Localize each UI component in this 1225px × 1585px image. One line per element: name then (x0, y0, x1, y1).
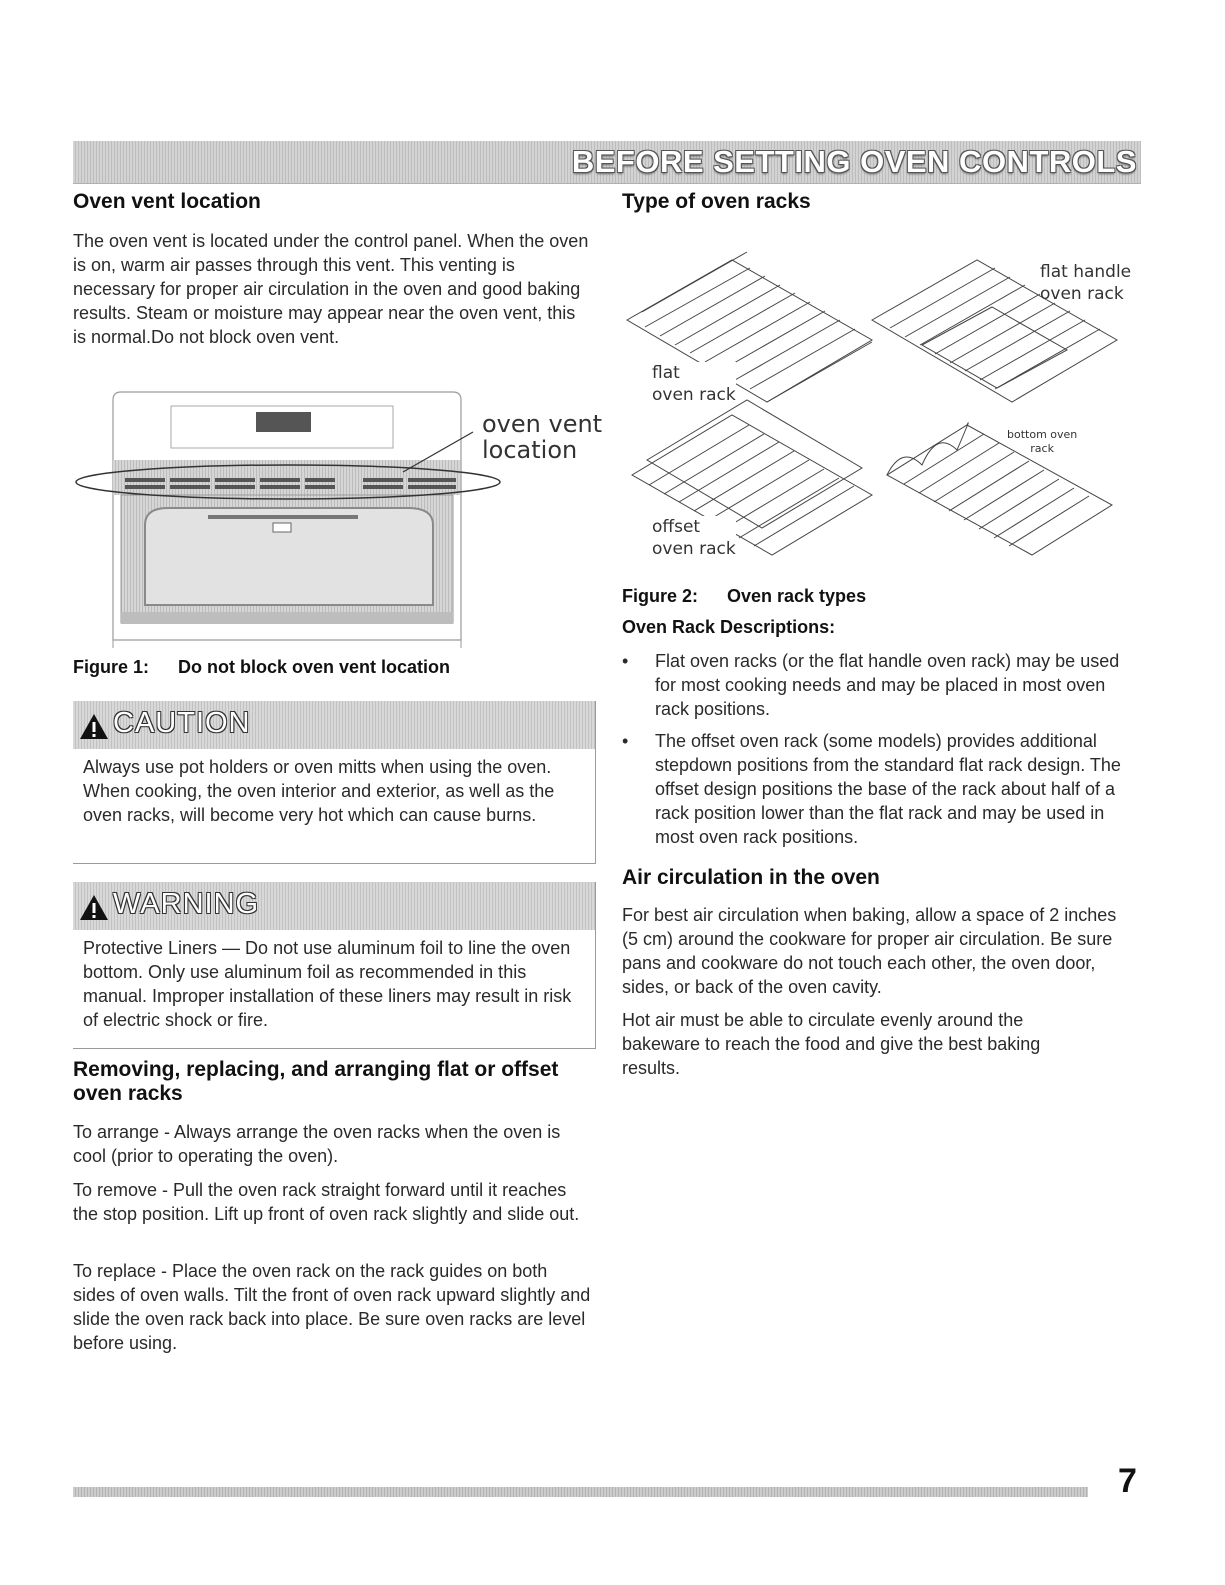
offset-rack-label-line1: offset (652, 517, 701, 537)
racks-arranging-heading: Removing, replacing, and arranging flat or offset oven racks (73, 1058, 559, 1105)
bullet-symbol: • (622, 651, 629, 671)
flat-rack-label (652, 362, 736, 406)
air-circulation-paragraph-1: For best air circulation when baking, allow a space of 2 inches (5 cm) around the cookware for proper air circulation. Be sure pans and cookware do not touch each other, the oven door, sides, or back of the oven cavity. (622, 905, 1117, 997)
racks-replace-paragraph: To replace - Place the oven rack on the rack guides on both sides of oven walls. Tilt the front of oven rack upward slightly and slide the oven rack back into place. Be sure oven racks are level before using. (73, 1261, 591, 1353)
section-header-banner (73, 141, 1141, 184)
racks-arrange-paragraph: To arrange - Always arrange the oven racks when the oven is cool (prior to operating the oven). (73, 1122, 561, 1166)
caution-text: Always use pot holders or oven mitts when using the oven. When cooking, the oven interior and exterior, as well as the oven racks, will become very hot which can cause burns. (83, 757, 555, 825)
offset-rack-label (652, 516, 736, 560)
oven-vent-label-line2: location (482, 436, 578, 464)
figure-2-number: Figure 2: (622, 586, 699, 606)
footer-bar (73, 1487, 1088, 1497)
offset-rack-description: The offset oven rack (some models) provides additional stepdown positions from the standard flat rack design. The offset design positions the base of the rack about half of a rack position lower than the flat rack and may be used in most oven rack positions. (655, 731, 1121, 847)
figure-1-caption-text: Do not block oven vent location (178, 657, 451, 677)
racks-remove-paragraph: To remove - Pull the oven rack straight forward until it reaches the stop position. Lift up front of oven rack slightly and slide out. (73, 1180, 580, 1224)
caution-box (73, 701, 596, 864)
warning-header (73, 882, 595, 930)
figure-1-number: Figure 1: (73, 657, 150, 677)
flat-handle-rack-label-line2: oven rack (1040, 284, 1124, 304)
oven-vent-paragraph: The oven vent is located under the control panel. When the oven is on, warm air passes through this vent. This venting is necessary for proper air circulation in the oven and good baking results. Steam or moisture may appear near the oven vent, this is normal.Do not block oven vent. (73, 231, 589, 347)
bullet-symbol: • (622, 731, 629, 751)
flat-rack-label-line1: flat (652, 363, 680, 383)
caution-header (73, 701, 595, 749)
flat-rack-label-line2: oven rack (652, 385, 736, 405)
warning-word: WARNING (113, 888, 260, 920)
flat-rack-description: Flat oven racks (or the flat handle oven rack) may be used for most cooking needs and may be placed in most oven rack positions. (655, 651, 1120, 719)
flat-handle-rack-label (1040, 261, 1131, 305)
bottom-rack-label (1007, 428, 1077, 456)
flat-handle-rack-label-line1: flat handle (1040, 262, 1132, 282)
figure-2-caption (622, 586, 866, 607)
offset-rack-label-line2: oven rack (652, 539, 736, 559)
warning-triangle-icon (79, 713, 109, 740)
oven-vent-heading: Oven vent location (73, 190, 261, 213)
warning-box (73, 882, 596, 1049)
warning-triangle-icon (79, 894, 109, 921)
list-item (622, 729, 1137, 849)
bottom-rack-label-line2: rack (1030, 442, 1054, 455)
oven-vent-label (482, 411, 602, 463)
air-circulation-heading: Air circulation in the oven (622, 866, 880, 889)
rack-descriptions-list (622, 649, 1137, 857)
list-item (622, 649, 1137, 721)
warning-text: Protective Liners — Do not use aluminum foil to line the oven bottom. Only use aluminum foil as recommended in this manual. Improper installation of these liners may result in risk of electric shock or fire. (83, 938, 572, 1030)
rack-types-heading: Type of oven racks (622, 190, 811, 213)
air-circulation-paragraph-2: Hot air must be able to circulate evenly around the bakeware to reach the food and give the best baking results. (622, 1010, 1041, 1078)
oven-vent-label-line1: oven vent (482, 410, 603, 438)
figure-2-caption-text: Oven rack types (727, 586, 867, 606)
caution-word: CAUTION (113, 707, 251, 739)
page-number: 7 (1118, 1462, 1137, 1500)
bottom-rack-drawing (887, 423, 1112, 555)
bottom-rack-label-line1: bottom oven (1007, 428, 1078, 441)
section-title: BEFORE SETTING OVEN CONTROLS (571, 144, 1137, 179)
rack-descriptions-heading: Oven Rack Descriptions: (622, 617, 836, 637)
figure-1-caption (73, 657, 450, 678)
